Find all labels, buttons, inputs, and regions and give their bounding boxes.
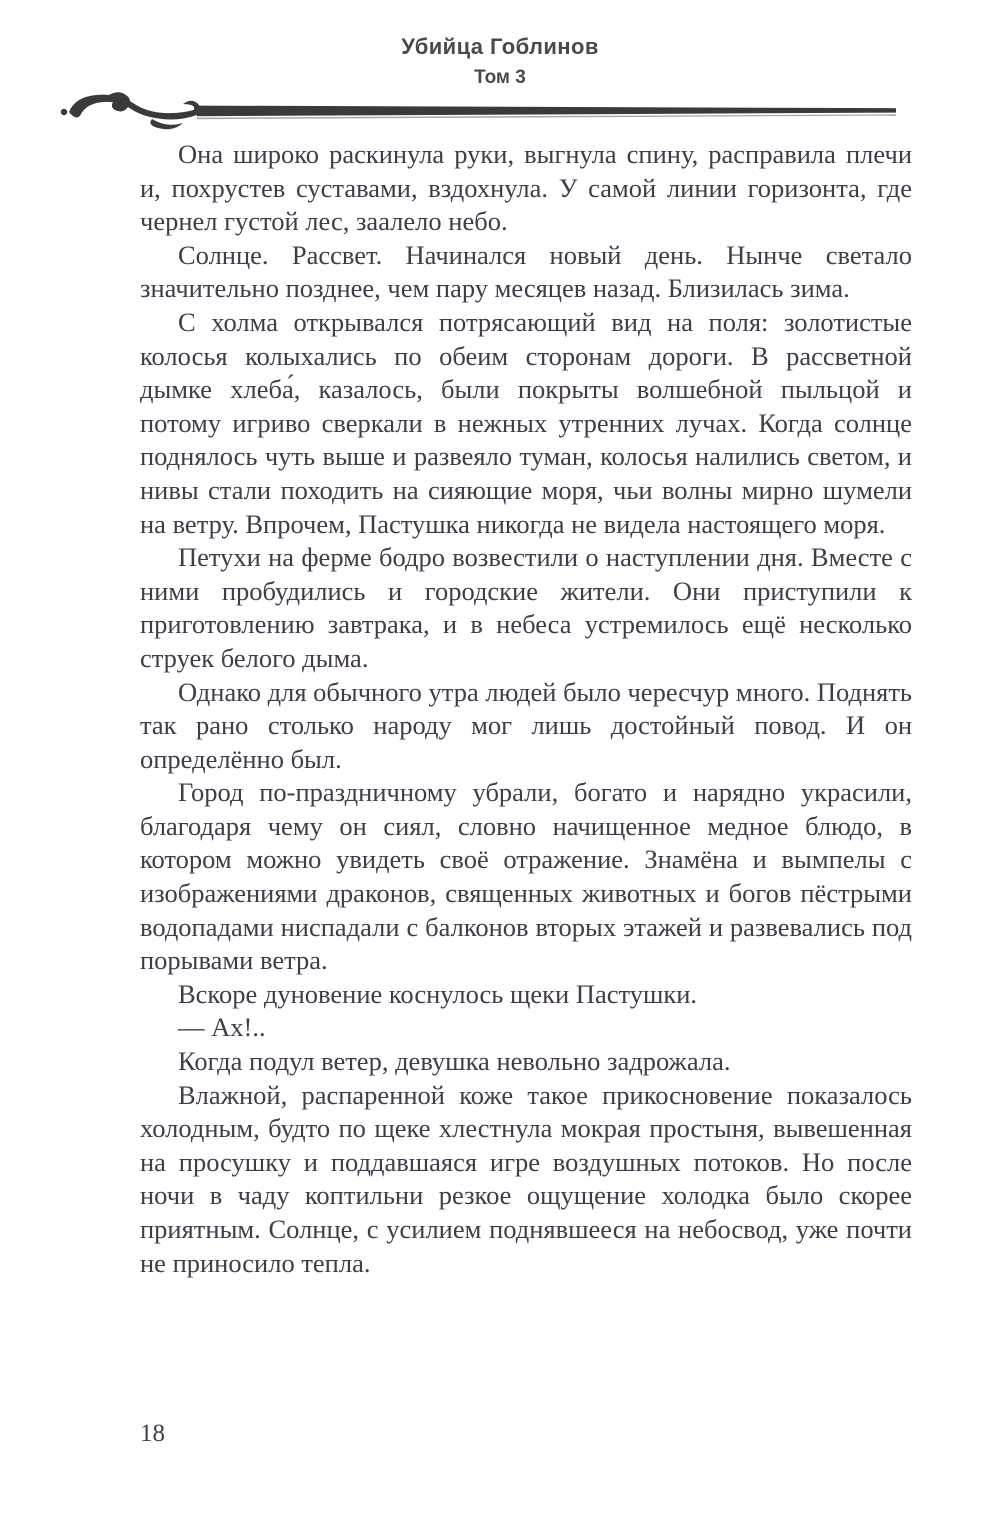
paragraph: Город по-праздничному убрали, богато и нарядно украсили, благодаря чему он сиял, словно начищенное медное блюдо, в котором можно увидеть своё отражение. Знамёна и вымпелы с изображениями драконов, священных животных и богов пёстрыми водопадами ниспадали с балконов вторых этажей и развевались под порывами ветра. [140, 777, 912, 976]
ornament-divider [55, 90, 903, 132]
dialogue-line: — Ах!.. [178, 1012, 266, 1043]
page-body [140, 138, 912, 1280]
paragraph: Солнце. Рассвет. Начинался новый день. Нынче светало значительно позднее, чем пару месяцев назад. Близилась зима. [140, 239, 912, 304]
paragraph: Когда подул ветер, девушка невольно задрожала. [178, 1046, 731, 1077]
volume-label: Том 3 [474, 67, 526, 88]
paragraph: С холма открывался потрясающий вид на поля: золотистые колосья колыхались по обеим сторонам дороги. В рассветной дымке хлеба́, казалось, были покрыты волшебной пыльцой и потому игриво сверкали в нежных утренних лучах. Когда солнце поднялось чуть выше и развеяло туман, колосья налились светом, и нивы стали походить на сияющие моря, чьи волны мирно шумели на ветру. Впрочем, Пастушка никогда не видела настоящего моря. [140, 306, 912, 539]
paragraph: Она широко раскинула руки, выгнула спину, расправила плечи и, похрустев суставами, вздохнула. У самой линии горизонта, где чернел густой лес, заалело небо. [140, 139, 912, 237]
paragraph: Вскоре дуновение коснулось щеки Пастушки. [178, 978, 698, 1009]
series-title: Убийца Гоблинов [401, 34, 599, 59]
page-number: 18 [140, 1420, 165, 1447]
paragraph: Петухи на ферме бодро возвестили о наступлении дня. Вместе с ними пробудились и городские жители. Они приступили к приготовлению завтрака, и в небеса устремилось ещё несколько струек белого дыма. [140, 542, 912, 673]
paragraph: Влажной, распаренной коже такое прикосновение показалось холодным, будто по щеке хлестнула мокрая простыня, вывешенная на просушку и поддавшаяся игре воздушных потоков. Но после ночи в чаду коптильни резкое ощущение холодка было скорее приятным. Солнце, с усилием поднявшееся на небосвод, уже почти не приносило тепла. [140, 1079, 912, 1278]
paragraph: Однако для обычного утра людей было чересчур много. Поднять так рано столько народу мог лишь достойный повод. И он определённо был. [140, 676, 912, 774]
running-head [0, 34, 1000, 89]
flourish-icon [55, 90, 903, 132]
